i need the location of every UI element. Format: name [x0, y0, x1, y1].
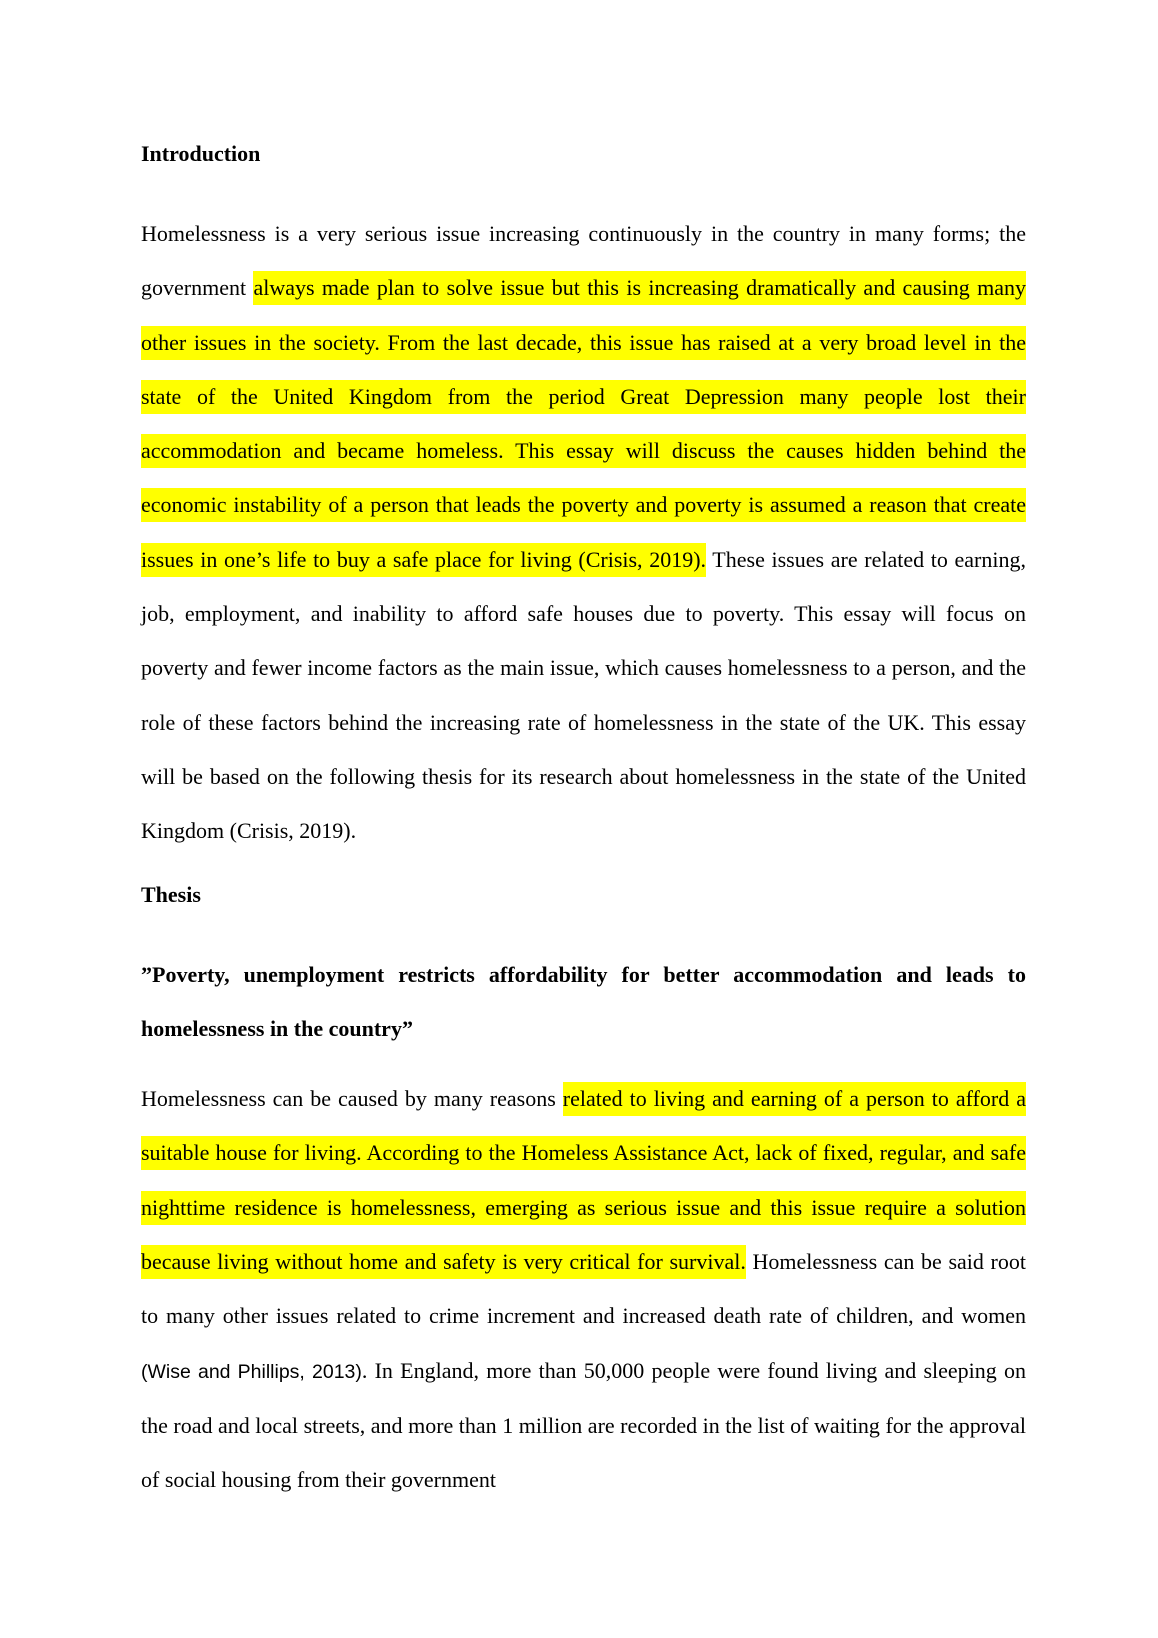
thesis-statement: ”Poverty, unemployment restricts affordability for better accommodation and leads to homelessness in the country” [141, 961, 1026, 1041]
thesis-heading: Thesis [141, 881, 201, 907]
body-paragraph [141, 1072, 1026, 1507]
introduction-paragraph [141, 207, 1026, 859]
introduction-highlighted-text: always made plan to solve issue but this is increasing dramatically and causing many other issues in the society. From the last decade, this issue has raised at a very broad level in the state of the United Kingdom from the period Great Depression many people lost their accommodation and became homeless. This essay will discuss the causes hidden behind the economic instability of a person that leads the poverty and poverty is assumed a reason that create issues in one’s life to buy a safe place for living (Crisis, 2019). [141, 271, 1026, 576]
introduction-text-end: These issues are related to earning, job, employment, and inability to afford safe houses due to poverty. This essay will focus on poverty and fewer income factors as the main issue, which causes homelessness to a person, and the role of these factors behind the increasing rate of homelessness in the state of the UK. This essay will be based on the following thesis for its research about homelessness in the state of the United Kingdom (Crisis, 2019). [141, 546, 1026, 844]
body-text-middle: Homelessness can be said root to many other issues related to crime increment and increased death rate of children, and women [141, 1249, 1027, 1329]
body-citation: (Wise and Phillips, 2013) [141, 1360, 362, 1383]
body-text-end: . In England, more than 50,000 people were found living and sleeping on the road and local streets, and more than 1 million are recorded in the list of waiting for the approval of social housing from their government [141, 1357, 1026, 1493]
introduction-text-start: Homelessness is a very serious issue increasing continuously in the country in many forms; the government [141, 221, 1026, 301]
body-highlighted-text: related to living and earning of a person to afford a suitable house for living. According to the Homeless Assistance Act, lack of fixed, regular, and safe nighttime residence is homelessness, emerging as serious issue and this issue require a solution because living without home and safety is very critical for survival. [141, 1082, 1026, 1279]
body-text-start: Homelessness can be caused by many reasons [141, 1086, 563, 1112]
introduction-heading: Introduction [141, 141, 261, 166]
document-page [141, 134, 1026, 1524]
